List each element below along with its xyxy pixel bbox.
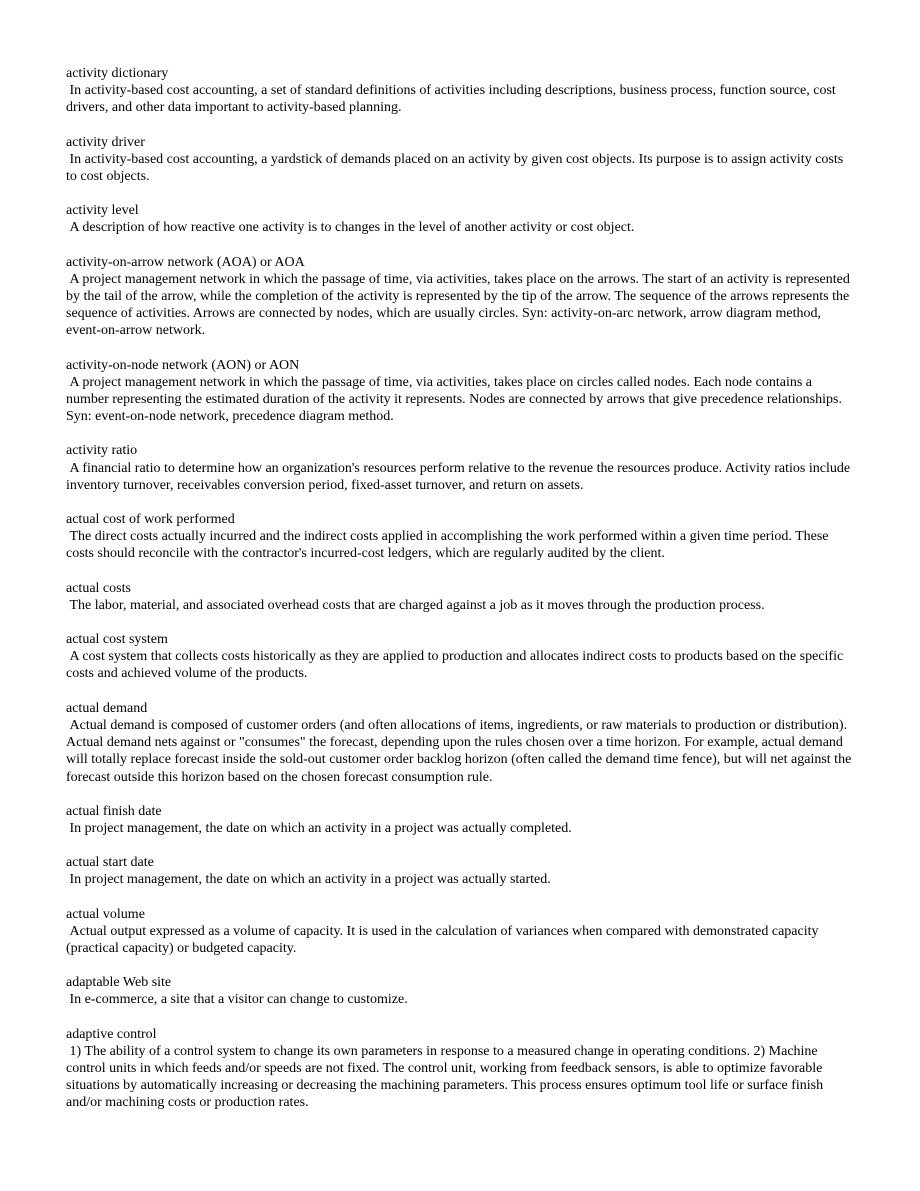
entry-definition: Actual output expressed as a volume of capacity. It is used in the calculation of variances when compared with demonstrated capacity (practical capacity) or budgeted capacity. [66,923,819,956]
glossary-entry [66,254,856,340]
entry-definition: In activity-based cost accounting, a set of standard definitions of activities including descriptions, business process, function source, cost drivers, and other data important to activity-based planning. [66,83,836,116]
glossary-entry [66,974,856,1008]
glossary-entry [66,1026,856,1112]
entry-definition: 1) The ability of a control system to change its own parameters in response to a measured change in operating conditions. 2) Machine control units in which feeds and/or speeds are not fixed. The control unit, working from feedback sensors, is able to optimize favorable situations by automatically increasing or decreasing the machining parameters. This process ensures optimum tool life or surface finish and/or machining costs or production rates. [66,1043,824,1111]
entry-definition: Actual demand is composed of customer orders (and often allocations of items, ingredients, or raw materials to production or distribution). Actual demand nets against or "consumes" the forecast, depending upon the rules chosen over a time horizon. For example, actual demand will totally replace forecast inside the sold-out customer order backlog horizon (often called the demand time fence), but will net against the forecast outside this horizon based on the chosen forecast consumption rule. [66,717,852,785]
entry-definition: The labor, material, and associated overhead costs that are charged against a job as it moves through the production process. [69,597,765,613]
entry-term: actual start date [66,855,154,871]
entry-term: actual volume [66,906,145,922]
entry-term: activity-on-arrow network (AOA) or AOA [66,254,305,270]
entry-term: activity dictionary [66,66,169,81]
entry-definition: The direct costs actually incurred and the indirect costs applied in accomplishing the work performed within a given time period. These costs should reconcile with the contractor's incurred-cost ledgers, which are regularly audited by the client. [66,529,829,562]
glossary-entry [66,580,856,614]
glossary-entry [66,134,856,186]
entry-term: actual costs [66,580,131,596]
glossary-entry [66,442,856,494]
entry-term: activity ratio [66,443,138,459]
entry-definition: In activity-based cost accounting, a yardstick of demands placed on an activity by given cost objects. Its purpose is to assign activity costs to cost objects. [66,151,844,185]
entry-definition: In project management, the date on which an activity in a project was actually started. [69,872,551,888]
entry-term: activity level [66,203,139,219]
glossary-entry [66,65,856,117]
entry-term: actual cost of work performed [66,512,235,528]
entry-term: adaptive control [66,1026,157,1042]
entry-term: adaptable Web site [66,975,172,991]
glossary-entry [66,202,856,236]
glossary-page [66,65,856,1129]
entry-definition: In project management, the date on which an activity in a project was actually completed. [69,820,572,836]
glossary-entry [66,803,856,837]
entry-definition: A project management network in which the passage of time, via activities, takes place on circles called nodes. Each node contains a number representing the estimated duration of the activity it represents. Nodes are connected by arrows that give precedence relationships. Syn: event-on-node network, precedence diagram method. [66,374,842,425]
glossary-entry [66,906,856,958]
entry-definition: A financial ratio to determine how an organization's resources perform relative to the revenue the resources produce. Activity ratios include inventory turnover, receivables conversion period, fixed-asset turnover, and return on assets. [66,460,851,493]
glossary-entry [66,511,856,563]
entry-definition: A project management network in which the passage of time, via activities, takes place on the arrows. The start of an activity is represented by the tail of the arrow, while the completion of the activity is represented by the tip of the arrow. The sequence of the arrows represents the sequence of activities. Arrows are connected by nodes, which are usually circles. Syn: activity-on-arc network, arrow diagram method, event-on-arrow network. [66,271,850,339]
entry-definition: A description of how reactive one activity is to changes in the level of another activity or cost object. [69,220,635,236]
entry-definition: In e-commerce, a site that a visitor can change to customize. [69,992,408,1008]
entry-term: actual demand [66,700,148,716]
entry-definition: A cost system that collects costs historically as they are applied to production and allocates indirect costs to products based on the specific costs and achieved volume of the products. [66,649,844,682]
entry-term: actual finish date [66,803,162,819]
entry-term: activity driver [66,134,145,150]
entry-term: actual cost system [66,632,168,648]
glossary-entry [66,631,856,683]
glossary-entry [66,854,856,888]
glossary-entry [66,357,856,426]
glossary-entry [66,700,856,786]
entry-term: activity-on-node network (AON) or AON [66,357,300,373]
